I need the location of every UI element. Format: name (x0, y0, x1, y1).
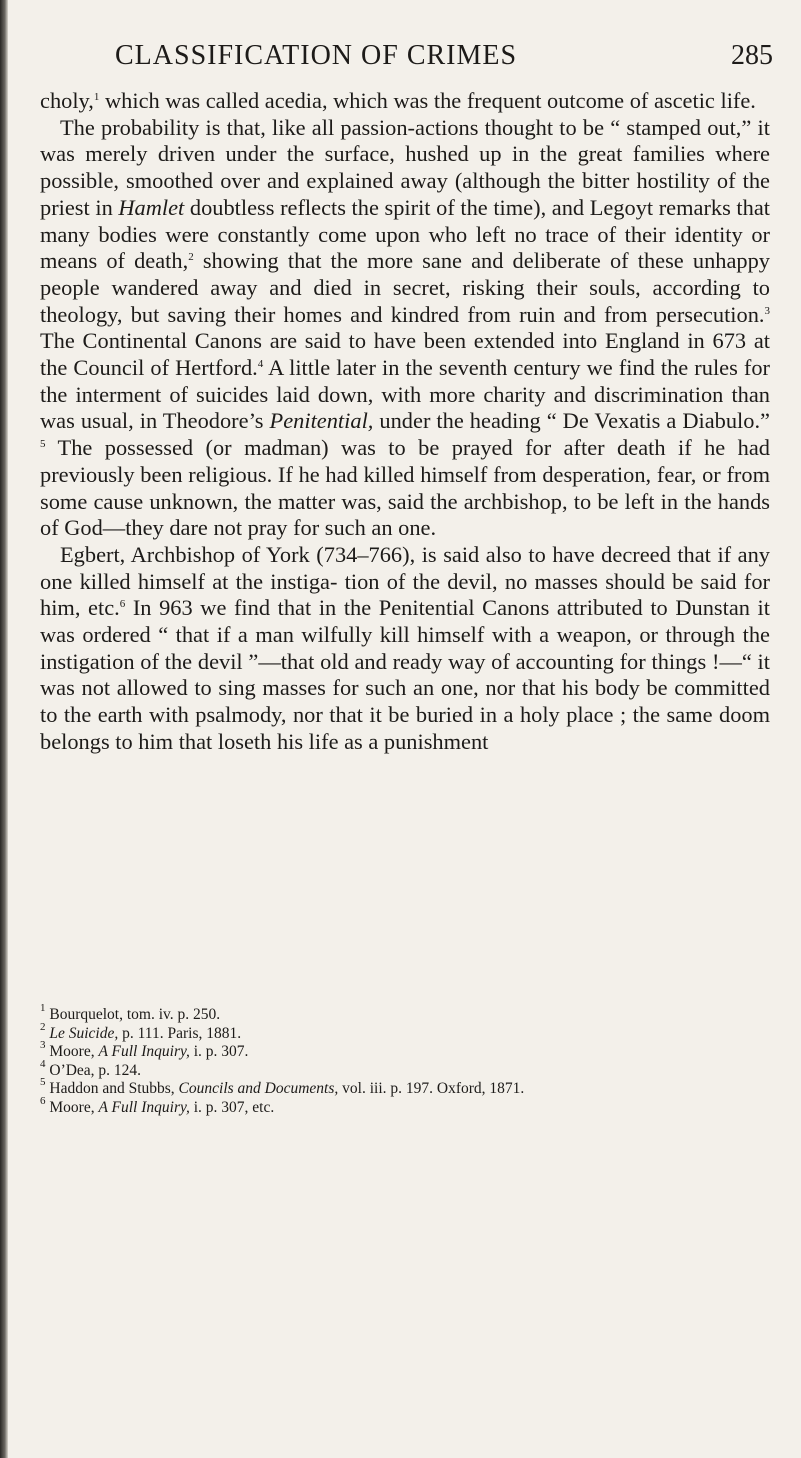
main-text (40, 88, 770, 756)
footnote-text: O’Dea, p. 124. (45, 1061, 142, 1079)
footnote-ref: 1 (93, 91, 100, 103)
text-run: under the heading “ De Vexatis a Diabulo.” (373, 408, 770, 434)
footnote-title: Councils and Documents, (178, 1080, 339, 1097)
footnote (40, 1076, 770, 1099)
footnote-number: 5 (40, 1076, 46, 1088)
running-head: CLASSIFICATION OF CRIMES (115, 40, 518, 71)
footnote-number: 6 (40, 1094, 46, 1107)
footnote-title: A Full Inquiry, (98, 1098, 190, 1116)
footnote-ref: 6 (119, 598, 126, 611)
paragraph-1 (40, 88, 770, 115)
footnote-text: vol. iii. p. 197. Oxford, 1871. (338, 1080, 525, 1097)
footnote (40, 1094, 770, 1118)
text-run: A little later in the seventh century we find the rules for the interment of suicides laid down, with more charity and discrimination than was usual, in Theodore’s (40, 355, 770, 434)
footnote-number: 2 (40, 1020, 46, 1033)
footnote-text: i. p. 307, etc. (189, 1098, 275, 1116)
footnote-ref: 4 (257, 358, 264, 371)
footnote-text: Bourquelot, tom. iv. p. 250. (45, 1006, 221, 1023)
footnote-number: 3 (40, 1039, 46, 1051)
footnote-text: p. 111. Paris, 1881. (118, 1024, 242, 1042)
text-run: doubtless reflects the spirit of the time), and Legoyt remarks that many bodies were constantly come upon who left no trace of their identity or means of death, (40, 194, 771, 274)
footnote-title: A Full Inquiry, (98, 1043, 190, 1060)
text-run: choly, (40, 88, 94, 113)
footnote-text: Moore, (45, 1098, 99, 1116)
text-run: The Continental Canons are said to have been extended into England in 673 at the Council of Hertford. (40, 328, 770, 381)
page-number: 285 (731, 40, 773, 71)
text-run: which was called acedia, which was the frequent outcome of ascetic life. (99, 88, 756, 113)
footnote (40, 1057, 770, 1081)
footnote-text: i. p. 307. (189, 1043, 249, 1060)
paragraph-2 (40, 115, 770, 542)
footnote-number: 1 (40, 1002, 46, 1014)
footnote-title: Le Suicide, (49, 1024, 119, 1042)
footnote-text: Moore, (45, 1043, 99, 1060)
title-hamlet: Hamlet (118, 194, 185, 220)
footnote-ref: 3 (764, 304, 770, 317)
footnote-text: Haddon and Stubbs, (45, 1080, 179, 1097)
footnote-ref: 5 (40, 438, 46, 451)
text-run: The possessed (or madman) was to be prayed for after death if he had previously been religious. If he had killed himself from desperation, fear, or from some cause unknown, the matter was, said the archbishop, to be left in the hands of God—they dare not pray for such an one. (40, 435, 770, 541)
title-penitential: Penitential, (269, 408, 374, 434)
footnote (40, 1039, 770, 1062)
footnote-ref: 2 (188, 251, 194, 264)
footnotes (40, 1002, 770, 1117)
page-header (0, 40, 801, 80)
text-run: The probability is that, like all passion-actions thought to be “ stamped out,” it was merely driven under the surface, hushed up in the great families where possible, smoothed over and explained away (although the bitter hostility of the priest in (40, 114, 770, 220)
footnote (40, 1002, 770, 1025)
text-run: Egbert, Archbishop of York (734–766), is said also to have decreed that if any one killed himself at the instiga- tion of the devil, no masses should be said for him, etc. (40, 541, 770, 621)
paragraph-3 (40, 542, 770, 756)
footnote (40, 1020, 770, 1044)
page-binding-edge (0, 0, 8, 1458)
text-run: In 963 we find that in the Penitential Canons attributed to Dunstan it was ordered “ that if a man wilfully kill himself with a weapon, or through the instigation of the devil ”—that old and ready way of accounting for things !—“ it was not allowed to sing masses for such an one, nor that his body be committed to the earth with psalmody, nor that it be buried in a holy place ; the same doom belongs to him that loseth his life as a punishment (40, 595, 770, 754)
footnote-number: 4 (40, 1057, 46, 1070)
text-run: showing that the more sane and deliberate of these unhappy people wandered away and died in secret, risking their souls, according to theology, but saving their homes and kindred from ruin and from persecution. (40, 248, 770, 327)
